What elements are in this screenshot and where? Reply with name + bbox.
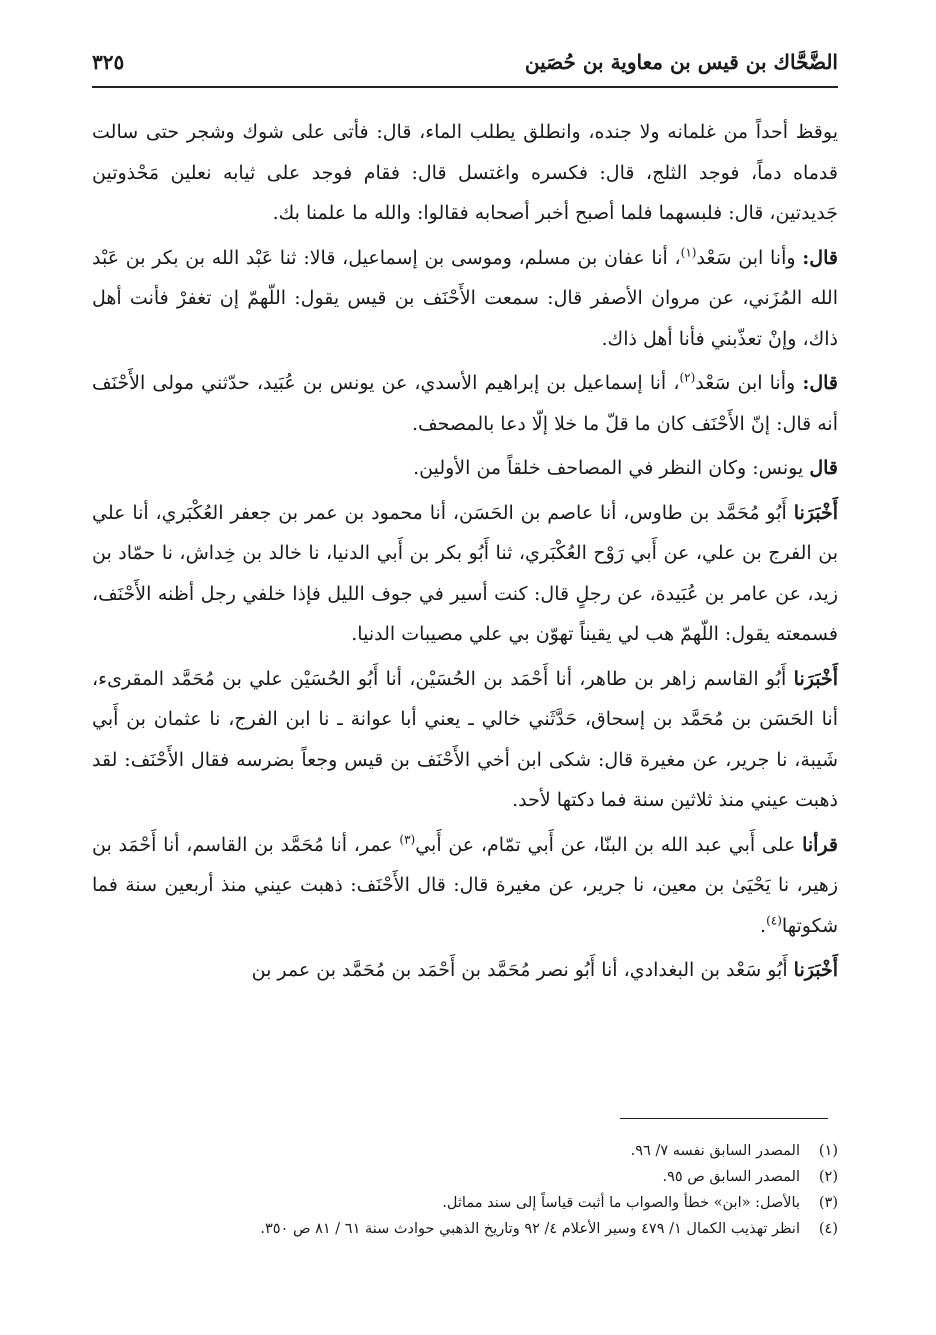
- paragraph-text: وأنا ابن سَعْد: [695, 372, 796, 394]
- paragraph: [92, 448, 838, 489]
- footnote-text: المصدر السابق ص ٩٥.: [662, 1169, 800, 1185]
- paragraph-lead-word: قرأنا: [802, 833, 838, 856]
- footnote-separator: [620, 1118, 828, 1119]
- paragraph-text: يونس: وكان النظر في المصاحف خلقاً من الأولين.: [413, 457, 804, 479]
- footnote-ref: (٣): [399, 832, 416, 847]
- footnote: [92, 1216, 838, 1242]
- footnotes: [92, 1138, 838, 1242]
- footnote-number: (٣): [818, 1195, 838, 1211]
- paragraph: [92, 112, 838, 234]
- footnote-text: انظر تهذيب الكمال ١/ ٤٧٩ وسير الأعلام ٤/ ٩٢ وتاريخ الذهبي حوادث سنة ٦١ / ٨١ ص ٣٥٠.: [260, 1221, 800, 1237]
- paragraph-text: وأنا ابن سَعْد: [696, 246, 796, 269]
- paragraph-lead-word: قال: [809, 457, 838, 479]
- paragraph-text: على أَبي عبد الله بن البنّا، عن أَبي تمّام، عن أَبي: [415, 833, 796, 856]
- paragraph-text: أَبُو القاسم زاهر بن طاهر، أنا أَحْمَد بن الحُسَيْن، أنا أَبُو الحُسَيْن علي بن مُحَمَّد المقرىء، أنا الحَسَن بن مُحَمَّد بن إسحاق، حَدَّثَني خالي ـ يعني أبا عوانة ـ نا ابن الفرج، نا عثمان بن أَبي شَيبة، نا جرير، عن مغيرة قال: شكى ابن أخي الأَحْنَف بن قيس وجعاً بضرسه فقال الأَحْنَف: لقد ذهبت عيني منذ ثلاثين سنة فما دكتها لأحد.: [92, 667, 838, 811]
- paragraph-lead-word: قال:: [802, 246, 838, 269]
- paragraph-text: يوقظ أحداً من غلمانه ولا جنده، وانطلق يطلب الماء، قال: فأتى على شوك وشجر حتى سالت قدماه دماً، فوجد الثلج، قال: فكسره واغتسل قال: فقام فوجد على ثيابه نعلين مَحْذوتين جَديدتين، قال: فلبسهما فلما أصبح أخبر أصحابه فقالوا: والله ما علمنا بك.: [92, 121, 838, 224]
- paragraph-lead-word: أَخْبَرَنا: [793, 501, 839, 524]
- paragraph: [92, 659, 838, 821]
- paragraph-text-continued: عمر، أنا مُحَمَّد بن القاسم، أنا أَحْمَد بن زهير، نا يَحْيَىٰ بن معين، نا جرير، عن مغيرة قال: قال الأَحْنَف: ذهبت عيني منذ أربعين سنة فما شكوتها: [92, 833, 838, 937]
- paragraph-text-end: .: [760, 914, 767, 937]
- paragraph-text: أَبُو مُحَمَّد بن طاوس، أنا عاصم بن الحَسَن، أنا محمود بن عمر بن جعفر العُكْبَري، أنا علي بن الفرج بن علي، عن أَبي رَوْح العُكْبَري، ثنا أَبُو بكر بن أَبي الدنيا، نا خالد بن خِداش، نا حمّاد بن زيد، عن عامر بن عُبَيدة، عن رجلٍ قال: كنت أسير في جوف الليل فإذا خلفي رجل أظنه الأَحْنَف، فسمعته يقول: اللّهمّ هب لي يقيناً تهوّن بي علي مصيبات الدنيا.: [92, 501, 838, 645]
- paragraph: [92, 363, 838, 444]
- main-text: [92, 112, 838, 995]
- paragraph-lead-word: قال:: [802, 372, 839, 394]
- paragraph-text-continued: ، أنا عفان بن مسلم، وموسى بن إسماعيل، قالا: ثنا عَبْد الله بن بكر بن عَبْد الله المُزَني، عن مروان الأصفر قال: سمعت الأَحْنَف بن قيس يقول: اللّهمّ إن تغفرْ فأنت أهل ذاك، وإنْ تعذّبني فأنا أهل ذاك.: [92, 246, 838, 350]
- footnote-number: (٤): [818, 1221, 838, 1237]
- page-number: ٣٢٥: [92, 50, 125, 74]
- footnote-number: (٢): [818, 1169, 838, 1185]
- paragraph-text-continued: ، أنا إسماعيل بن إبراهيم الأسدي، عن يونس بن عُبَيد، حدّثني مولى الأَحْنَف أنه قال: إنّ الأَحْنَف كان ما قلّ ما خلا إلّا دعا بالمصحف.: [92, 372, 838, 435]
- footnote: [92, 1190, 838, 1216]
- running-header: [92, 44, 838, 88]
- footnote-ref: (١): [680, 245, 697, 260]
- footnote-ref: (٢): [679, 370, 696, 385]
- footnote-ref: (٤): [766, 913, 782, 928]
- paragraph-text: أَبُو سَعْد بن البغدادي، أنا أَبُو نصر مُحَمَّد بن أَحْمَد بن مُحَمَّد بن عمر بن: [251, 959, 788, 981]
- footnote-number: (١): [818, 1143, 838, 1159]
- paragraph: [92, 950, 838, 991]
- running-title: الضَّحَّاك بن قيس بن معاوية بن حُصَين: [524, 50, 838, 74]
- paragraph: [92, 825, 838, 947]
- footnote-text: بالأصل: «ابن» خطأ والصواب ما أثبت قياساً إلى سند مماثل.: [442, 1195, 800, 1211]
- paragraph-lead-word: أَخْبَرَنا: [793, 959, 838, 981]
- paragraph: [92, 238, 838, 360]
- paragraph: [92, 493, 838, 655]
- footnote: [92, 1138, 838, 1164]
- footnote: [92, 1164, 838, 1190]
- footnote-text: المصدر السابق نفسه ٧/ ٩٦.: [630, 1143, 800, 1159]
- paragraph-lead-word: أَخْبَرَنا: [793, 667, 838, 690]
